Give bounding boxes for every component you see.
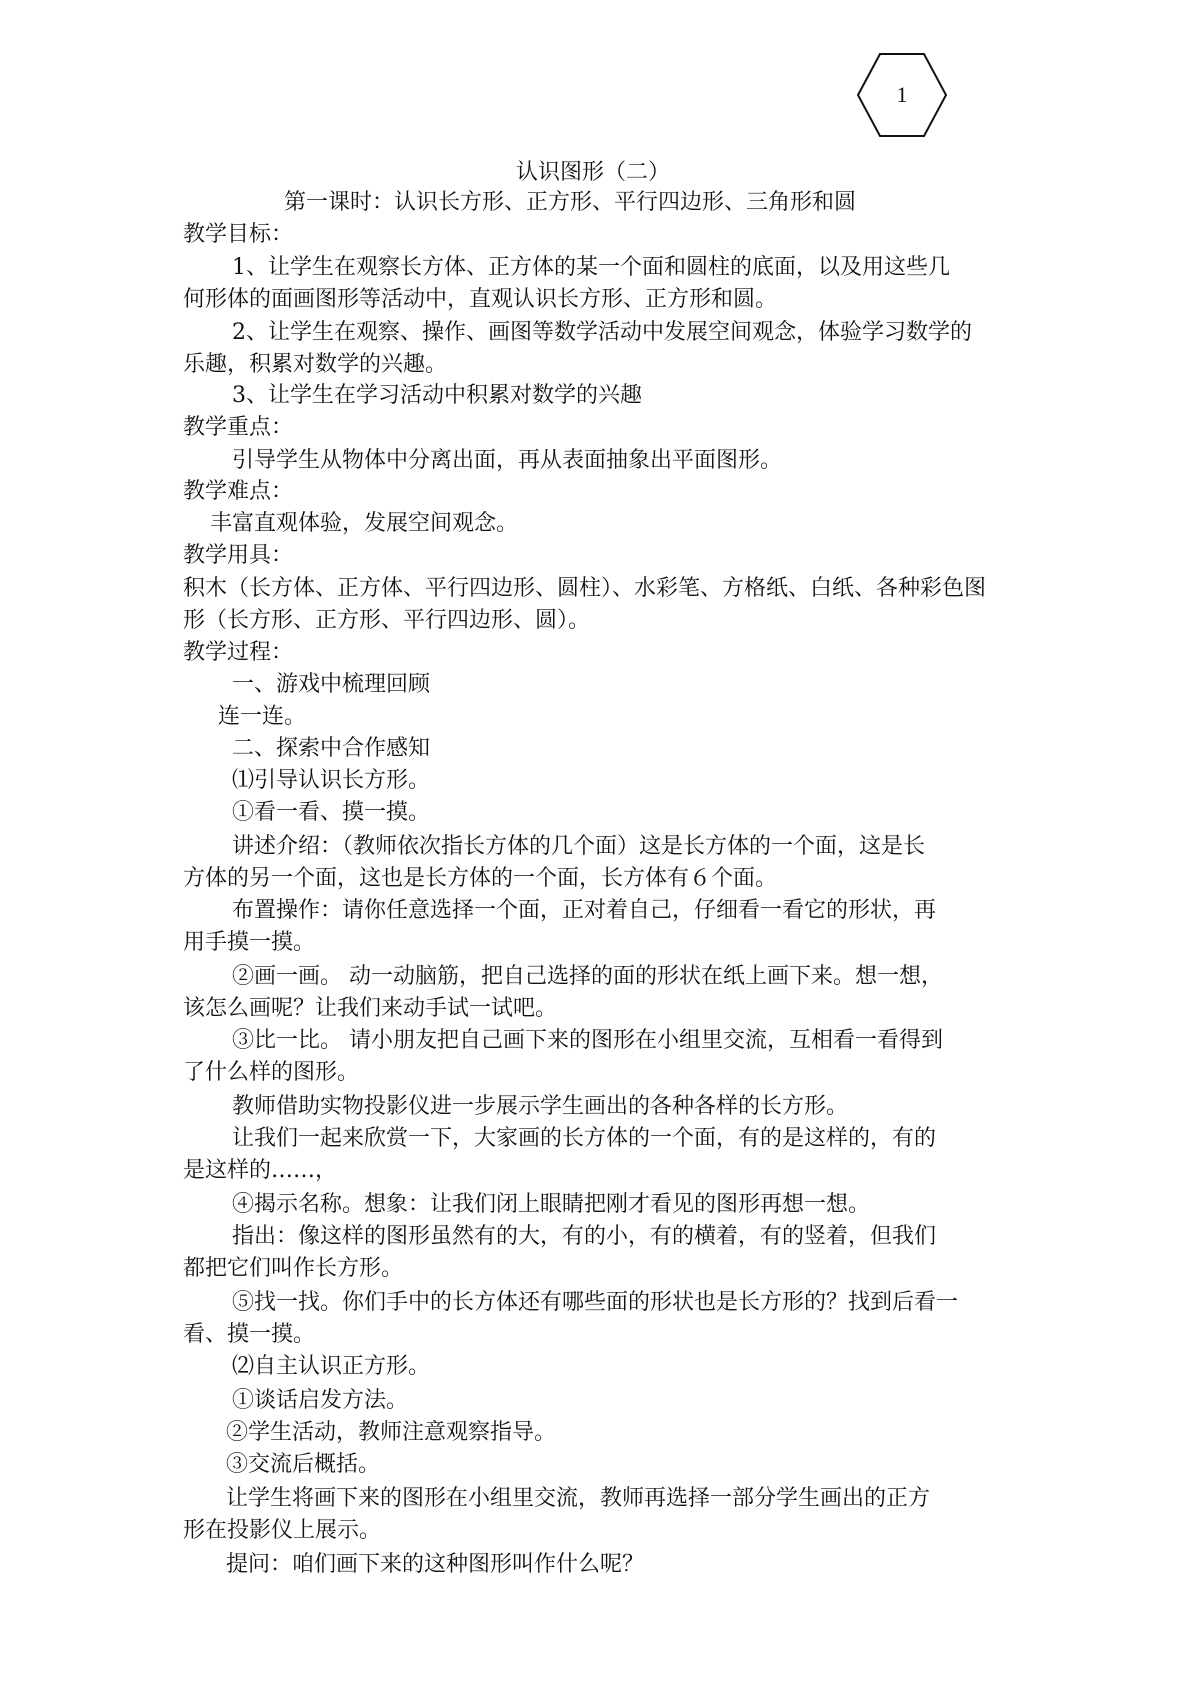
paragraph-line: 指出：像这样的图形虽然有的大，有的小，有的横着，有的竖着，但我们 (232, 1224, 937, 1249)
paragraph-line: ①谈话启发方法。 (232, 1388, 409, 1413)
section-heading: 教学重点： (183, 415, 294, 440)
section-heading: 教学难点： (183, 479, 294, 504)
paragraph-line: 一、游戏中梳理回顾 (232, 672, 431, 697)
paragraph-line: 形在投影仪上展示。 (183, 1518, 382, 1543)
paragraph-line: 2、让学生在观察、操作、画图等数学活动中发展空间观念，体验学习数学的 (232, 320, 972, 345)
paragraph-line: 丰富直观体验，发展空间观念。 (210, 511, 519, 536)
paragraph-line: 连一连。 (218, 704, 307, 729)
section-heading: 教学目标： (183, 222, 294, 247)
section-heading: 教学用具： (183, 543, 294, 568)
paragraph-line: 都把它们叫作长方形。 (183, 1256, 404, 1281)
paragraph-line: 让我们一起来欣赏一下，大家画的长方体的一个面，有的是这样的，有的 (232, 1126, 937, 1151)
paragraph-line: 用手摸一摸。 (183, 930, 316, 955)
paragraph-line: ③交流后概括。 (226, 1452, 381, 1477)
paragraph-line: 讲述介绍：（教师依次指长方体的几个面）这是长方体的一个面，这是长 (232, 834, 926, 859)
paragraph-line: 了什么样的图形。 (183, 1060, 360, 1085)
paragraph-line: 积木（长方体、正方体、平行四边形、圆柱）、水彩笔、方格纸、白纸、各种彩色图 (183, 576, 987, 601)
paragraph-line: ④揭示名称。想象：让我们闭上眼睛把刚才看见的图形再想一想。 (232, 1192, 871, 1217)
paragraph-line: 何形体的面画图形等活动中，直观认识长方形、正方形和圆。 (183, 287, 778, 312)
page-number: 1 (896, 82, 908, 107)
paragraph-line: 形（长方形、正方形、平行四边形、圆）。 (183, 608, 591, 633)
paragraph-line: 乐趣，积累对数学的兴趣。 (183, 352, 448, 377)
lesson-subtitle: 第一课时：认识长方形、正方形、平行四边形、三角形和圆 (284, 190, 857, 215)
paragraph-line: 提问：咱们画下来的这种图形叫作什么呢？ (226, 1552, 645, 1577)
page-number-badge (856, 50, 948, 140)
paragraph-line: ③比一比。 请小朋友把自己画下来的图形在小组里交流，互相看一看得到 (232, 1028, 943, 1053)
paragraph-line: 看、摸一摸。 (183, 1322, 316, 1347)
paragraph-line: ⑵自主认识正方形。 (232, 1354, 431, 1379)
section-heading: 教学过程： (183, 640, 294, 665)
paragraph-line: 让学生将画下来的图形在小组里交流，教师再选择一部分学生画出的正方 (226, 1486, 931, 1511)
paragraph-line: ①看一看、摸一摸。 (232, 800, 431, 825)
paragraph-line: 1、让学生在观察长方体、正方体的某一个面和圆柱的底面，以及用这些几 (232, 255, 950, 280)
paragraph-line: ⑴引导认识长方形。 (232, 768, 431, 793)
paragraph-line: 引导学生从物体中分离出面，再从表面抽象出平面图形。 (232, 448, 783, 473)
paragraph-line: 是这样的……， (183, 1158, 338, 1183)
paragraph-line: 教师借助实物投影仪进一步展示学生画出的各种各样的长方形。 (232, 1094, 849, 1119)
paragraph-line: ②学生活动，教师注意观察指导。 (226, 1420, 557, 1445)
paragraph-line: 方体的另一个面，这也是长方体的一个面，长方体有６个面。 (183, 866, 778, 891)
paragraph-line: 该怎么画呢？让我们来动手试一试吧。 (183, 996, 558, 1021)
paragraph-line: 3、让学生在学习活动中积累对数学的兴趣 (232, 383, 642, 408)
paragraph-line: 布置操作：请你任意选择一个面，正对着自己，仔细看一看它的形状，再 (232, 898, 937, 923)
page-title: 认识图形（二） (516, 160, 671, 185)
paragraph-line: ⑤找一找。你们手中的长方体还有哪些面的形状也是长方形的？找到后看一 (232, 1290, 959, 1315)
paragraph-line: ②画一画。 动一动脑筋，把自己选择的面的形状在纸上画下来。想一想， (232, 964, 943, 989)
paragraph-line: 二、探索中合作感知 (232, 736, 431, 761)
